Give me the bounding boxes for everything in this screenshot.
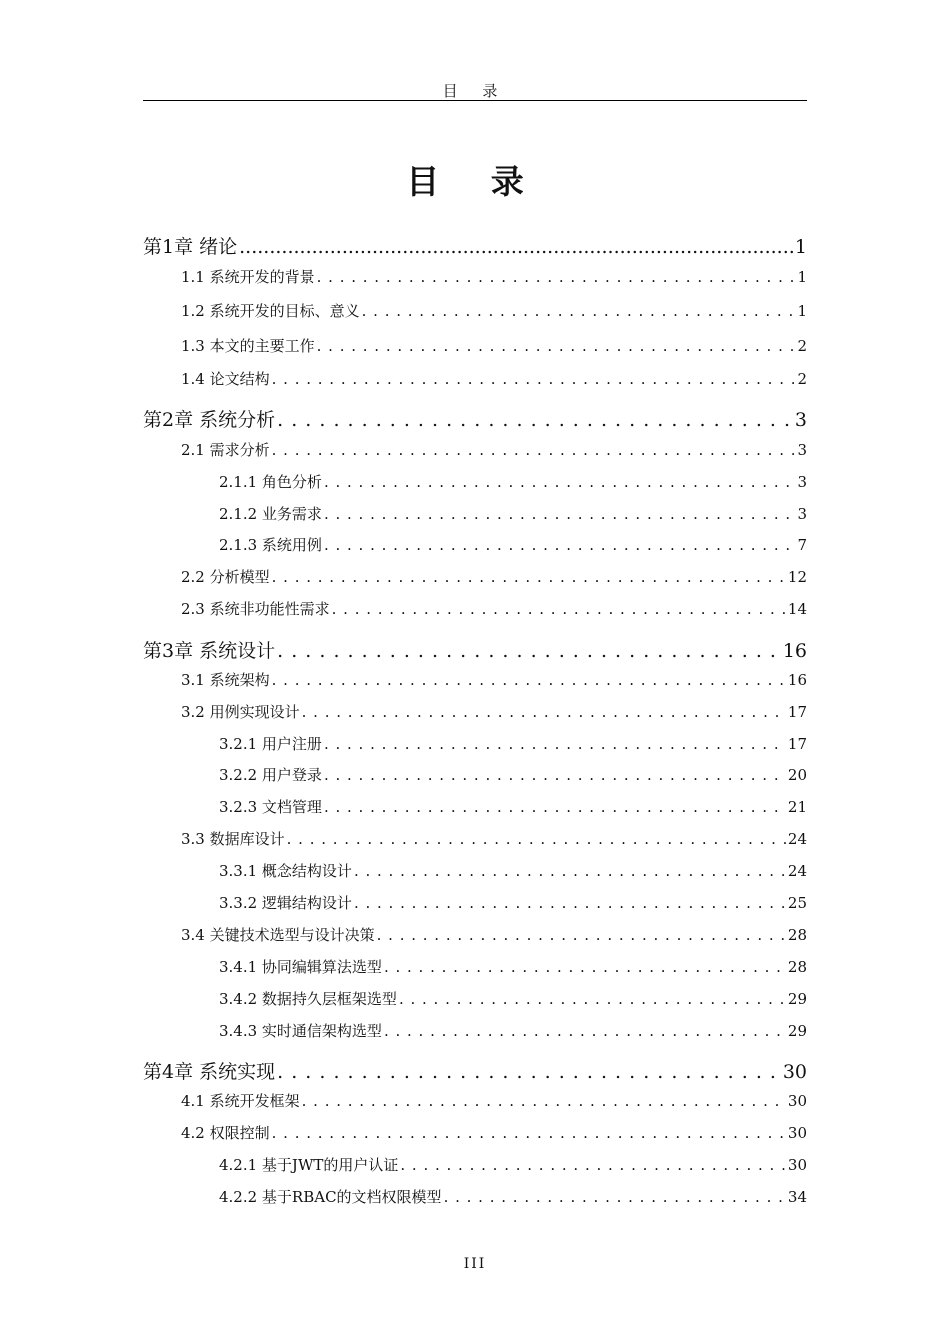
toc-entry-label: 第2章 系统分析 [143, 409, 276, 431]
toc-section-entry[interactable] [219, 764, 807, 785]
toc-entry-page: 20 [787, 766, 807, 784]
toc-entry-label: 2.1.3 系统用例 [219, 536, 322, 554]
toc-entry-page: 17 [787, 735, 807, 753]
toc-dot-leader [317, 337, 796, 355]
toc-entry-label: 2.3 系统非功能性需求 [181, 600, 330, 618]
toc-dot-leader [354, 862, 786, 880]
toc-dot-leader [362, 302, 796, 320]
toc-entry-page: 7 [797, 536, 807, 554]
toc-entry-page: 24 [787, 830, 807, 848]
toc-entry-page: 30 [787, 1156, 807, 1174]
toc-entry-label: 1.2 系统开发的目标、意义 [181, 302, 360, 320]
toc-dot-leader [302, 1092, 786, 1110]
toc-dot-leader [272, 671, 786, 689]
toc-section-entry[interactable] [219, 1186, 807, 1207]
toc-entry-label: 第1章 绪论 [143, 236, 238, 258]
toc-entry-page: 29 [787, 990, 807, 1008]
toc-entry-label: 2.2 分析模型 [181, 568, 270, 586]
toc-entry-label: 3.2 用例实现设计 [181, 703, 300, 721]
toc-entry-label: 4.2 权限控制 [181, 1124, 270, 1142]
toc-entry-label: 第4章 系统实现 [143, 1061, 276, 1083]
toc-entry-label: 3.2.3 文档管理 [219, 798, 322, 816]
toc-section-entry[interactable] [181, 1122, 807, 1143]
toc-section-entry[interactable] [181, 335, 807, 356]
toc-section-entry[interactable] [219, 534, 807, 555]
toc-entry-label: 3.4.3 实时通信架构选型 [219, 1022, 382, 1040]
toc-dot-leader [277, 409, 793, 431]
toc-section-entry[interactable] [181, 266, 807, 287]
running-header: 目 录 [442, 82, 508, 100]
toc-section-entry[interactable] [219, 1020, 807, 1041]
toc-entry-page: 29 [787, 1022, 807, 1040]
toc-chapter-entry[interactable] [143, 636, 807, 663]
toc-chapter-entry[interactable] [143, 1057, 807, 1084]
toc-entry-label: 4.2.1 基于JWT的用户认证 [219, 1156, 399, 1174]
toc-dot-leader [272, 1124, 786, 1142]
toc-entry-page: 1 [797, 268, 807, 286]
toc-section-entry[interactable] [219, 1154, 807, 1175]
toc-entry-page: 14 [787, 600, 807, 618]
toc-entry-page: 17 [787, 703, 807, 721]
toc-entry-label: 1.1 系统开发的背景 [181, 268, 315, 286]
page-title: 目 录 [406, 162, 544, 201]
toc-entry-label: 4.2.2 基于RBAC的文档权限模型 [219, 1188, 442, 1206]
toc-dot-leader [324, 536, 796, 554]
toc-section-entry[interactable] [181, 566, 807, 587]
toc-entry-label: 3.2.1 用户注册 [219, 735, 322, 753]
toc-entry-page: 28 [787, 926, 807, 944]
toc-entry-label: 3.1 系统架构 [181, 671, 270, 689]
toc-dot-leader [384, 958, 786, 976]
toc-entry-page: 21 [787, 798, 807, 816]
toc-section-entry[interactable] [219, 471, 807, 492]
toc-dot-leader [324, 505, 796, 523]
toc-entry-label: 第3章 系统设计 [143, 640, 276, 662]
toc-chapter-entry[interactable] [143, 232, 807, 259]
toc-entry-page: 30 [787, 1124, 807, 1142]
toc-dot-leader [272, 441, 796, 459]
toc-dot-leader [332, 600, 786, 618]
toc-entry-page: 3 [797, 441, 807, 459]
toc-dot-leader [272, 568, 786, 586]
toc-entry-page: 12 [787, 568, 807, 586]
toc-dot-leader [444, 1188, 786, 1206]
toc-entry-page: 2 [797, 337, 807, 355]
toc-section-entry[interactable] [219, 956, 807, 977]
toc-dot-leader [377, 926, 786, 944]
toc-entry-label: 3.4.2 数据持久层框架选型 [219, 990, 397, 1008]
toc-entry-label: 3.3.2 逻辑结构设计 [219, 894, 352, 912]
toc-entry-page: 24 [787, 862, 807, 880]
toc-entry-label: 3.3.1 概念结构设计 [219, 862, 352, 880]
toc-dot-leader [287, 830, 786, 848]
toc-dot-leader [302, 703, 786, 721]
toc-dot-leader [324, 798, 786, 816]
page-number: III [463, 1256, 487, 1272]
toc-entry-label: 3.4 关键技术选型与设计决策 [181, 926, 375, 944]
toc-section-entry[interactable] [181, 669, 807, 690]
toc-entry-page: 3 [797, 473, 807, 491]
toc-dot-leader [400, 1156, 786, 1174]
toc-dot-leader [384, 1022, 786, 1040]
toc-section-entry[interactable] [219, 988, 807, 1009]
toc-section-entry[interactable] [219, 733, 807, 754]
header-rule [143, 100, 807, 101]
toc-entry-label: 1.3 本文的主要工作 [181, 337, 315, 355]
toc-entry-page: 30 [787, 1092, 807, 1110]
toc-section-entry[interactable] [219, 892, 807, 913]
toc-entry-page: 30 [782, 1061, 807, 1083]
toc-section-entry[interactable] [219, 796, 807, 817]
toc-section-entry[interactable] [181, 300, 807, 321]
toc-entry-label: 2.1 需求分析 [181, 441, 270, 459]
toc-dot-leader [277, 640, 781, 662]
toc-entry-label: 3.4.1 协同编辑算法选型 [219, 958, 382, 976]
toc-entry-page: 1 [797, 302, 807, 320]
toc-section-entry[interactable] [181, 924, 807, 945]
toc-dot-leader [324, 473, 796, 491]
toc-dot-leader [317, 268, 796, 286]
toc-section-entry[interactable] [181, 701, 807, 722]
toc-entry-page: 2 [797, 370, 807, 388]
toc-section-entry[interactable] [219, 860, 807, 881]
toc-entry-page: 34 [787, 1188, 807, 1206]
toc-entry-label: 4.1 系统开发框架 [181, 1092, 300, 1110]
toc-section-entry[interactable] [181, 828, 807, 849]
toc-dot-leader [324, 766, 786, 784]
toc-entry-label: 3.2.2 用户登录 [219, 766, 322, 784]
toc-entry-page: 3 [794, 409, 807, 431]
toc-dot-leader [399, 990, 786, 1008]
toc-section-entry[interactable] [181, 1090, 807, 1111]
toc-entry-page: 25 [787, 894, 807, 912]
toc-entry-page: 16 [787, 671, 807, 689]
toc-section-entry[interactable] [219, 503, 807, 524]
toc-dot-leader [239, 236, 793, 258]
toc-entry-page: 1 [794, 236, 807, 258]
toc-entry-page: 3 [797, 505, 807, 523]
toc-section-entry[interactable] [181, 439, 807, 460]
toc-dot-leader [277, 1061, 781, 1083]
toc-chapter-entry[interactable] [143, 405, 807, 432]
toc-entry-page: 28 [787, 958, 807, 976]
toc-entry-page: 16 [782, 640, 807, 662]
toc-entry-label: 1.4 论文结构 [181, 370, 270, 388]
toc-section-entry[interactable] [181, 368, 807, 389]
toc-entry-label: 2.1.1 角色分析 [219, 473, 322, 491]
toc-entry-label: 2.1.2 业务需求 [219, 505, 322, 523]
toc-dot-leader [272, 370, 796, 388]
toc-dot-leader [324, 735, 786, 753]
toc-section-entry[interactable] [181, 598, 807, 619]
toc-dot-leader [354, 894, 786, 912]
toc-entry-label: 3.3 数据库设计 [181, 830, 285, 848]
